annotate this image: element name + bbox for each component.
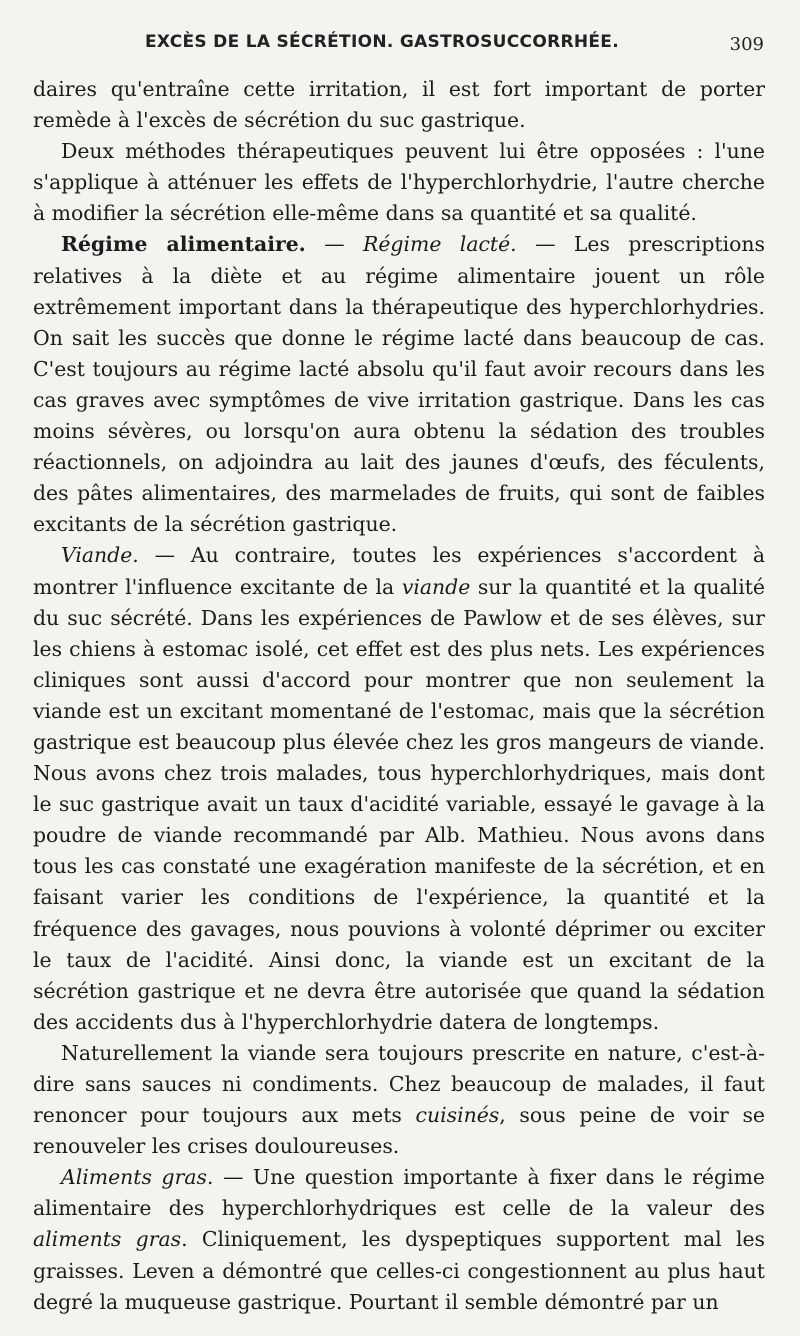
page-header	[0, 32, 800, 60]
dash: —	[305, 232, 363, 257]
section-heading-regime-alimentaire: Régime alimentaire.	[61, 232, 306, 257]
paragraph-aliments-gras	[33, 1162, 765, 1317]
dash: —	[516, 232, 574, 257]
paragraph-text: Naturellement la viande sera toujours prescrite en nature, c'est-à-dire sans sauces ni condiments. Chez beaucoup de malades, il faut renoncer pour toujours aux mets	[33, 1040, 765, 1128]
subheading-regime-lacte: Régime lacté.	[363, 232, 517, 257]
emphasis-aliments-gras: aliments gras	[33, 1227, 182, 1252]
running-title: EXCÈS DE LA SÉCRÉTION. GASTROSUCCORRHÉE.	[145, 32, 619, 52]
subheading-aliments-gras: Aliments gras.	[61, 1165, 214, 1190]
paragraph-text: , sous peine de voir se renouveler les crises douloureuses.	[33, 1103, 765, 1159]
paragraph-regime-alimentaire	[33, 229, 765, 540]
paragraph-text: — Au contraire, toutes les expériences s'accordent à montrer l'influence excitante de la	[33, 543, 765, 599]
paragraph-text: sur la quantité et la qualité du suc sécrété. Dans les expériences de Pawlow et de ses élèves, sur les chiens à estomac isolé, cet effet est des plus nets. Les expériences cliniques sont aussi d'accord pour montrer que non seulement la viande est un excitant momentané de l'estomac, mais que la sécrétion gastrique est beaucoup plus élevée chez les gros mangeurs de viande. Nous avons chez trois malades, tous hyperchlorhydriques, mais dont le suc gastrique avait un taux d'acidité variable, essayé le gavage à la poudre de viande recommandé par Alb. Mathieu. Nous avons dans tous les cas constaté une exagération manifeste de la sécrétion, et en faisant varier les conditions de l'expérience, la quantité et la fréquence des gavages, nous pouvions à volonté déprimer ou exciter le taux de l'acidité. Ainsi donc, la viande est un excitant de la sécrétion gastrique et ne devra être autorisée que quand la sédation des accidents dus à l'hyperchlorhydrie datera de longtemps.	[33, 574, 765, 1034]
paragraph-1: daires qu'entraîne cette irritation, il est fort important de porter remède à l'excès de sécrétion du suc gastrique.	[33, 77, 765, 133]
paragraph-text: — Une question importante à fixer dans le régime alimentaire des hyperchlorhydriques est celle de la valeur des	[33, 1165, 765, 1221]
paragraph-viande	[33, 540, 765, 1038]
emphasis-cuisines: cuisinés	[415, 1103, 500, 1128]
emphasis-viande: viande	[401, 574, 471, 599]
paragraph-text: . Cliniquement, les dyspeptiques supportent mal les graisses. Leven a démontré que celles-ci congestionnent au plus haut degré la muqueuse gastrique. Pourtant il semble démontré par un	[33, 1227, 766, 1314]
paragraph-text: Les prescriptions relatives à la diète et au régime alimentaire jouent un rôle extrêmement important dans la thérapeutique des hyperchlorhydries. On sait les succès que donne le régime lacté dans beaucoup de cas. C'est toujours au régime lacté absolu qu'il faut avoir recours dans les cas graves avec symptômes de vive irritation gastrique. Dans les cas moins sévères, ou lorsqu'on aura obtenu la sédation des troubles réactionnels, on adjoindra au lait des jaunes d'œufs, des féculents, des pâtes alimentaires, des marmelades de fruits, qui sont de faibles excitants de la sécrétion gastrique.	[33, 232, 766, 537]
subheading-viande: Viande.	[61, 543, 139, 568]
paragraph-naturellement	[33, 1038, 765, 1162]
body-text	[33, 74, 765, 1318]
page-number: 309	[729, 34, 764, 55]
paragraph-2: Deux méthodes thérapeutiques peuvent lui être opposées : l'une s'applique à atténuer les effets de l'hyperchlorhydrie, l'autre cherche à modifier la sécrétion elle-même dans sa quantité et sa qualité.	[33, 139, 765, 226]
